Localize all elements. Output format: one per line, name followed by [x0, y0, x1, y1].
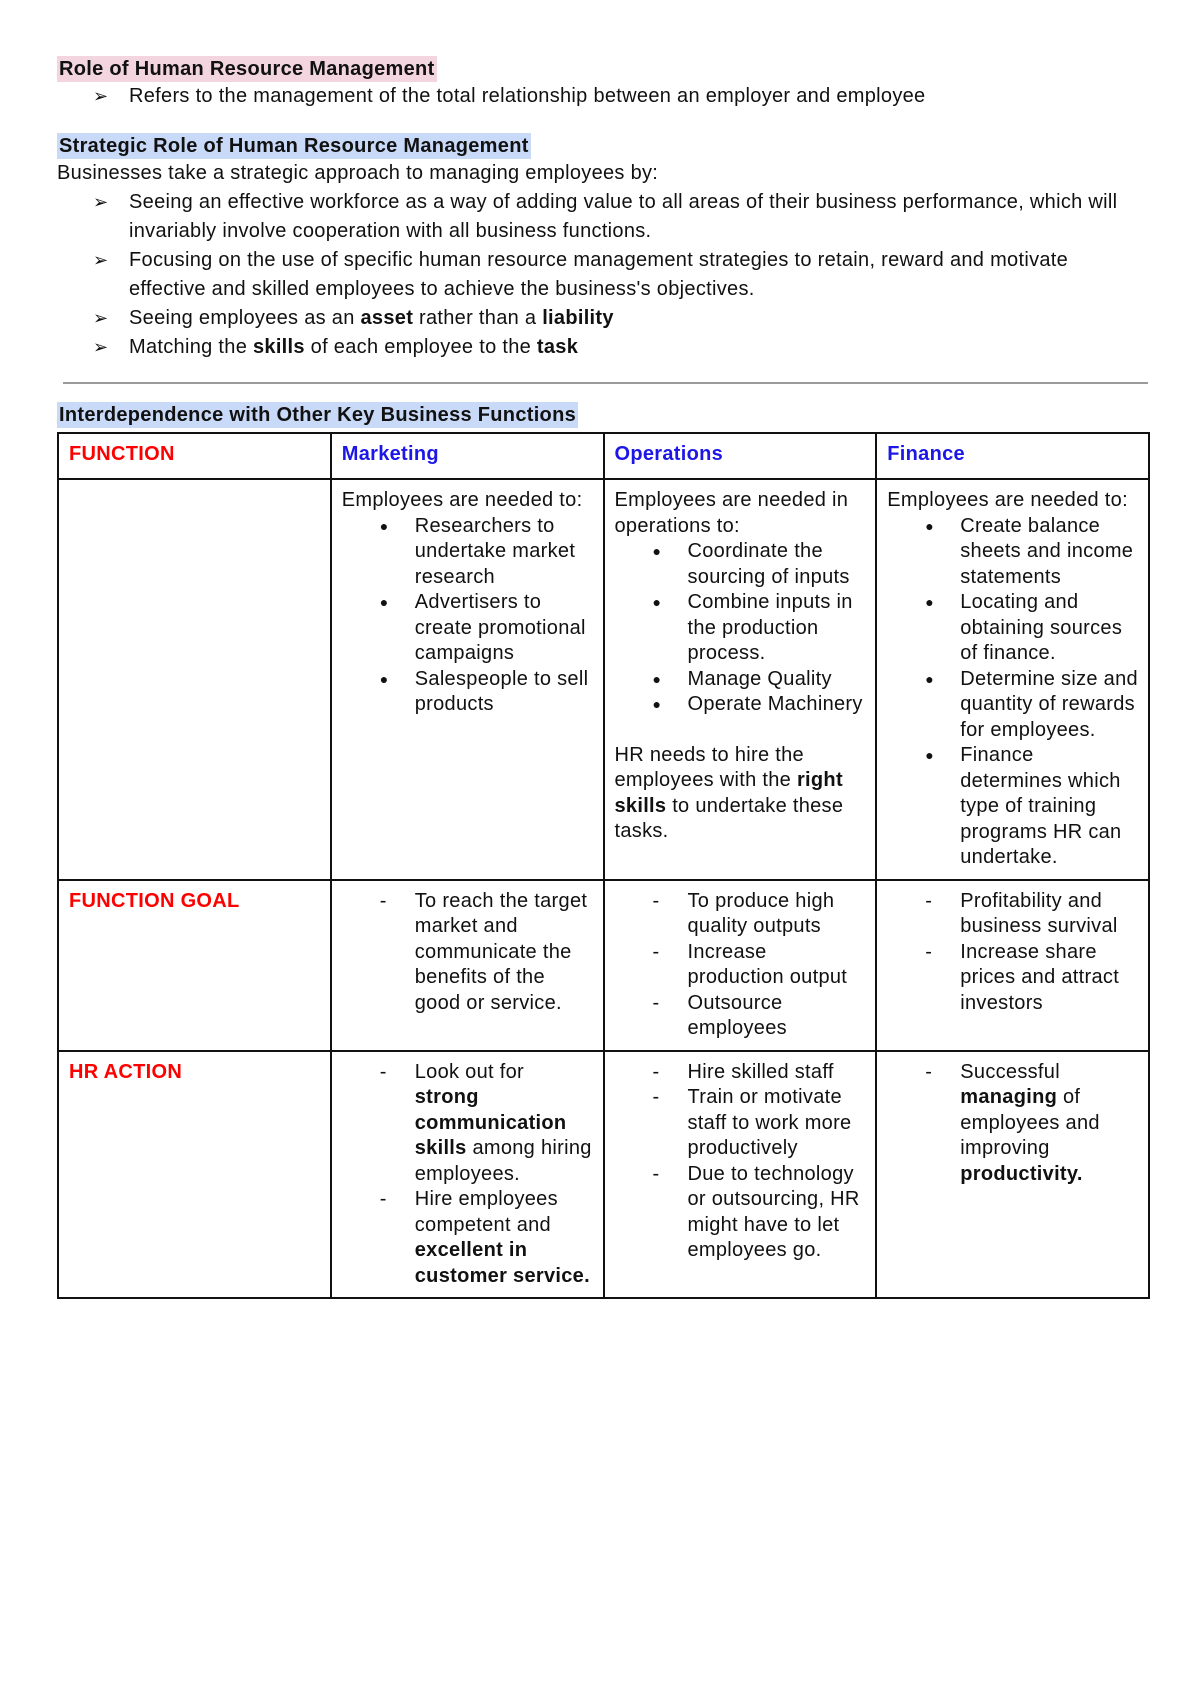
- cell-finance-goal: [876, 880, 1149, 1051]
- list-item: ● Create balance sheets and income statements: [925, 514, 1134, 588]
- table-row-hr-action: [58, 1051, 1149, 1299]
- cell-marketing-goal: [331, 880, 604, 1051]
- horizontal-divider: [63, 382, 1148, 384]
- list-item: ➢ Focusing on the use of specific human resource management strategies to retain, reward and motivate effective and skilled employees to achieve the business's objectives.: [57, 246, 1149, 304]
- list-item: - Train or motivate staff to work more productively: [652, 1086, 852, 1159]
- dash-bullet-icon: -: [925, 1060, 933, 1083]
- strategic-bullet-list: [57, 188, 1149, 362]
- dash-bullet-icon: -: [652, 1060, 660, 1083]
- list-item: ● Locating and obtaining sources of finance.: [925, 591, 1123, 664]
- list-item: - To produce high quality outputs: [652, 889, 835, 937]
- bullet-dot-icon: ●: [379, 594, 389, 610]
- arrow-bullet-icon: ➢: [93, 337, 109, 357]
- list-item: - Increase production output: [652, 940, 848, 988]
- dash-bullet-icon: -: [379, 1060, 387, 1083]
- list-item: - Successful managing of employees and improving productivity.: [925, 1060, 1100, 1185]
- cell-operations-needs: Employees are needed in operations to: ● Coordinate the sourcing of inputs ● Combine inputs in the production process. ● Manage Quality ● Operate Machinery HR needs to hire the employees with the right skills to undertake these tasks.: [604, 479, 877, 880]
- list-item: ➢ Seeing employees as an asset rather than a liability: [57, 304, 1149, 333]
- list-item: ➢ Matching the skills of each employee to the task: [57, 333, 1149, 362]
- cell-finance-hr-action: [876, 1051, 1149, 1299]
- dash-bullet-icon: -: [925, 889, 933, 912]
- bullet-dot-icon: ●: [925, 517, 935, 534]
- list-item: ● Combine inputs in the production process.: [652, 591, 853, 664]
- arrow-bullet-icon: ➢: [93, 308, 109, 328]
- list-item: ➢ Refers to the management of the total relationship between an employer and employee: [57, 82, 1149, 111]
- cell-marketing-hr-action: [331, 1051, 604, 1299]
- spacer: [57, 111, 1149, 133]
- cell-operations-goal: [604, 880, 877, 1051]
- section-interdependence: [57, 402, 1149, 1299]
- list-item: - Look out for strong communication skills among hiring employees.: [379, 1060, 592, 1185]
- list-item: ● Researchers to undertake market research: [379, 514, 576, 588]
- bullet-dot-icon: ●: [652, 594, 662, 610]
- dash-bullet-icon: -: [379, 1188, 387, 1210]
- list-item: - Due to technology or outsourcing, HR might have to let employees go.: [652, 1162, 860, 1261]
- row-label-function: FUNCTION: [58, 433, 331, 479]
- bullet-dot-icon: ●: [925, 747, 935, 763]
- bullet-dot-icon: ●: [652, 696, 662, 712]
- list-item: - Outsource employees: [652, 991, 787, 1039]
- strategic-intro: Businesses take a strategic approach to managing employees by:: [57, 162, 659, 184]
- table-row-needs: [58, 479, 1149, 880]
- column-header-finance: Finance: [876, 433, 1149, 479]
- heading-role-hrm: Role of Human Resource Management: [59, 58, 435, 80]
- list-item: - Hire skilled staff: [615, 1060, 866, 1086]
- list-item: - Profitability and business survival: [925, 889, 1118, 937]
- list-item: - Hire employees competent and excellent in customer service.: [379, 1188, 590, 1287]
- row-label-hr-action: HR ACTION: [58, 1051, 331, 1299]
- dash-bullet-icon: -: [652, 940, 660, 963]
- arrow-bullet-icon: ➢: [93, 250, 109, 270]
- list-item: ● Manage Quality: [615, 667, 866, 693]
- bullet-dot-icon: ●: [379, 670, 389, 687]
- table-row-goal: [58, 880, 1149, 1051]
- dash-bullet-icon: -: [925, 940, 933, 963]
- column-header-operations: Operations: [604, 433, 877, 479]
- dash-bullet-icon: -: [379, 889, 387, 912]
- list-item: ● Coordinate the sourcing of inputs: [652, 540, 850, 588]
- list-item: ● Operate Machinery: [615, 692, 866, 718]
- cell-finance-needs: Employees are needed to: ● Create balance sheets and income statements ● Locating and obtaining sources of finance. ● Determine size and quantity of rewards for employees. ● Finance determines which type of training programs HR can undertake.: [876, 479, 1149, 880]
- row-label-function-goal: FUNCTION GOAL: [58, 880, 331, 1051]
- dash-bullet-icon: -: [652, 1162, 660, 1185]
- arrow-bullet-icon: ➢: [93, 192, 109, 212]
- document-page: [57, 56, 1149, 1299]
- table-header-row: [58, 433, 1149, 479]
- operations-hr-note: HR needs to hire the employees with the right skills to undertake these tasks.: [614, 743, 844, 842]
- heading-strategic-role: Strategic Role of Human Resource Management: [59, 135, 529, 157]
- dash-bullet-icon: -: [652, 889, 660, 912]
- bullet-dot-icon: ●: [379, 517, 389, 534]
- list-item: ● Determine size and quantity of rewards for employees.: [925, 667, 1138, 741]
- section-role-hrm: [57, 56, 1149, 111]
- arrow-bullet-icon: ➢: [93, 86, 109, 106]
- cell-marketing-needs: Employees are needed to: ● Researchers to undertake market research ● Advertisers to create promotional campaigns ● Salespeople to sell products: [331, 479, 604, 880]
- empty-cell: [58, 479, 331, 880]
- list-item: - To reach the target market and communicate the benefits of the good or service.: [379, 889, 588, 1014]
- cell-operations-hr-action: [604, 1051, 877, 1299]
- column-header-marketing: Marketing: [331, 433, 604, 479]
- list-item: ● Salespeople to sell products: [379, 667, 589, 715]
- section-strategic-role: [57, 133, 1149, 362]
- dash-bullet-icon: -: [652, 991, 660, 1014]
- list-item: - Increase share prices and attract investors: [925, 940, 1120, 1014]
- functions-table: [57, 432, 1150, 1299]
- list-item: ● Finance determines which type of training programs HR can undertake.: [925, 744, 1122, 868]
- bullet-dot-icon: ●: [652, 543, 662, 559]
- bullet-dot-icon: ●: [925, 594, 935, 610]
- role-bullet-list: [57, 82, 1149, 111]
- heading-interdependence: Interdependence with Other Key Business Functions: [59, 404, 577, 426]
- list-item: ● Advertisers to create promotional campaigns: [379, 591, 586, 664]
- list-item: ➢ Seeing an effective workforce as a way of adding value to all areas of their business performance, which will invariably involve cooperation with all business functions.: [57, 188, 1149, 246]
- bullet-dot-icon: ●: [652, 670, 662, 687]
- bullet-dot-icon: ●: [925, 670, 935, 687]
- dash-bullet-icon: -: [652, 1086, 660, 1108]
